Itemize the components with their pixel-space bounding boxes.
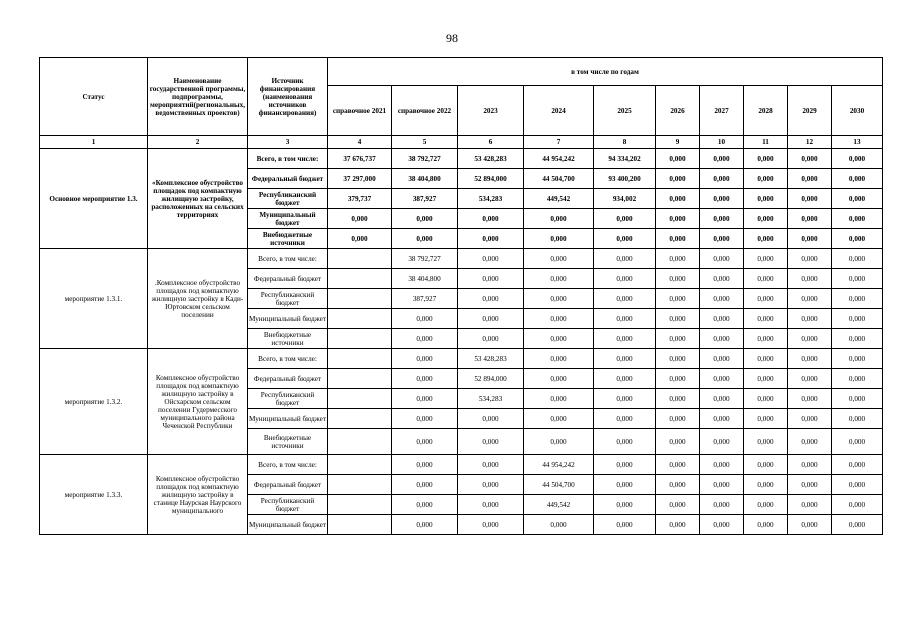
row-value: 0,000: [832, 169, 883, 189]
row-value: 0,000: [700, 149, 744, 169]
row-value: 0,000: [788, 329, 832, 349]
row-value: 0,000: [788, 515, 832, 535]
row-value: 0,000: [832, 289, 883, 309]
row-value: 0,000: [392, 229, 458, 249]
row-value: 0,000: [744, 249, 788, 269]
row-value: 449,542: [524, 495, 594, 515]
row-value: 0,000: [656, 169, 700, 189]
row-value: 44 954,242: [524, 455, 594, 475]
row-value: 0,000: [788, 149, 832, 169]
row-value: 0,000: [744, 329, 788, 349]
header-year: 2024: [524, 86, 594, 136]
row-value: 0,000: [594, 495, 656, 515]
row-value: 38 792,727: [392, 149, 458, 169]
row-value: 0,000: [458, 209, 524, 229]
row-value: 0,000: [524, 269, 594, 289]
row-value: 0,000: [392, 389, 458, 409]
row-value: 0,000: [656, 229, 700, 249]
row-value: 0,000: [788, 389, 832, 409]
row-value: 0,000: [832, 309, 883, 329]
row-value: 0,000: [392, 455, 458, 475]
row-source: Республиканский бюджет: [248, 189, 328, 209]
row-value: 0,000: [656, 189, 700, 209]
row-value: 0,000: [594, 249, 656, 269]
row-value: 0,000: [700, 269, 744, 289]
row-value: 0,000: [744, 349, 788, 369]
table-row: [40, 249, 883, 269]
row-value: 0,000: [700, 455, 744, 475]
row-value: 0,000: [744, 229, 788, 249]
row-value: 0,000: [744, 455, 788, 475]
row-value: 0,000: [788, 309, 832, 329]
row-value: 53 428,283: [458, 149, 524, 169]
row-value: 0,000: [788, 169, 832, 189]
row-value: 44 954,242: [524, 149, 594, 169]
row-value: 0,000: [832, 455, 883, 475]
row-value: 0,000: [524, 249, 594, 269]
row-value: [328, 409, 392, 429]
row-value: [328, 289, 392, 309]
row-value: 0,000: [594, 515, 656, 535]
header-column-number: 5: [392, 136, 458, 149]
row-value: [328, 249, 392, 269]
row-value: 0,000: [744, 495, 788, 515]
row-value: [328, 329, 392, 349]
row-value: 0,000: [524, 289, 594, 309]
row-value: 0,000: [656, 409, 700, 429]
row-value: 0,000: [700, 209, 744, 229]
row-value: 0,000: [594, 229, 656, 249]
row-value: 0,000: [656, 329, 700, 349]
header-column-number: 8: [594, 136, 656, 149]
row-value: 0,000: [700, 189, 744, 209]
row-value: 0,000: [788, 229, 832, 249]
row-value: 0,000: [392, 515, 458, 535]
row-value: 0,000: [832, 249, 883, 269]
row-source: Республиканский бюджет: [248, 289, 328, 309]
row-value: 0,000: [832, 429, 883, 455]
row-value: 0,000: [458, 249, 524, 269]
row-value: 0,000: [788, 209, 832, 229]
row-value: 0,000: [832, 269, 883, 289]
row-value: 0,000: [788, 475, 832, 495]
row-value: 0,000: [700, 289, 744, 309]
row-value: 0,000: [392, 349, 458, 369]
row-value: 0,000: [744, 269, 788, 289]
table-row: [40, 349, 883, 369]
row-value: 0,000: [744, 369, 788, 389]
row-value: 387,927: [392, 289, 458, 309]
table-row: [40, 149, 883, 169]
header-year: 2029: [788, 86, 832, 136]
row-value: 93 400,200: [594, 169, 656, 189]
row-value: [328, 369, 392, 389]
header-year: 2023: [458, 86, 524, 136]
row-source: Федеральный бюджет: [248, 169, 328, 189]
header-column-number: 6: [458, 136, 524, 149]
row-value: 0,000: [832, 389, 883, 409]
header-column-number: 13: [832, 136, 883, 149]
row-value: 387,927: [392, 189, 458, 209]
row-value: 0,000: [656, 369, 700, 389]
row-value: 0,000: [524, 515, 594, 535]
row-value: [328, 455, 392, 475]
row-value: 0,000: [594, 429, 656, 455]
row-value: 0,000: [594, 475, 656, 495]
page-number: 98: [446, 31, 458, 45]
row-value: 0,000: [458, 515, 524, 535]
row-value: 0,000: [524, 329, 594, 349]
row-value: 0,000: [832, 349, 883, 369]
row-value: 0,000: [458, 269, 524, 289]
row-value: 0,000: [594, 289, 656, 309]
row-value: 0,000: [832, 515, 883, 535]
row-value: 0,000: [392, 309, 458, 329]
row-value: 0,000: [594, 309, 656, 329]
header-source: Источник финансирования (наименования источников финансирования): [248, 58, 328, 136]
row-value: 0,000: [656, 149, 700, 169]
row-source: Муниципальный бюджет: [248, 309, 328, 329]
row-value: 0,000: [594, 389, 656, 409]
row-value: 0,000: [656, 475, 700, 495]
header-year: 2030: [832, 86, 883, 136]
header-by-years: в том числе по годам: [328, 58, 883, 86]
row-value: 0,000: [458, 409, 524, 429]
row-value: 934,002: [594, 189, 656, 209]
row-value: 38 404,800: [392, 269, 458, 289]
row-value: 0,000: [832, 329, 883, 349]
header-column-number: 7: [524, 136, 594, 149]
header-column-number: 11: [744, 136, 788, 149]
row-value: 0,000: [744, 209, 788, 229]
row-value: 0,000: [788, 269, 832, 289]
header-column-number: 3: [248, 136, 328, 149]
row-value: 0,000: [458, 475, 524, 495]
row-source: Федеральный бюджет: [248, 369, 328, 389]
row-value: 52 894,000: [458, 369, 524, 389]
row-value: 0,000: [744, 475, 788, 495]
row-value: 0,000: [392, 495, 458, 515]
row-source: Всего, в том числе:: [248, 349, 328, 369]
row-value: 0,000: [832, 229, 883, 249]
row-value: 94 334,202: [594, 149, 656, 169]
row-value: 0,000: [744, 429, 788, 455]
row-source: Республиканский бюджет: [248, 495, 328, 515]
row-value: 38 404,800: [392, 169, 458, 189]
row-value: 0,000: [656, 289, 700, 309]
row-value: [328, 389, 392, 409]
row-source: Всего, в том числе:: [248, 249, 328, 269]
header-column-number: 4: [328, 136, 392, 149]
row-value: 534,283: [458, 189, 524, 209]
row-value: 0,000: [392, 329, 458, 349]
row-value: [328, 269, 392, 289]
header-status: Статус: [40, 58, 148, 136]
row-value: 0,000: [700, 409, 744, 429]
row-value: 0,000: [594, 349, 656, 369]
row-value: 0,000: [328, 209, 392, 229]
row-value: 52 894,000: [458, 169, 524, 189]
row-source: Внебюджетные источники: [248, 329, 328, 349]
row-value: 0,000: [788, 249, 832, 269]
row-value: 0,000: [524, 429, 594, 455]
row-value: 44 504,700: [524, 169, 594, 189]
row-value: [328, 475, 392, 495]
row-value: 0,000: [594, 409, 656, 429]
row-source: Внебюджетные источники: [248, 429, 328, 455]
header-year: справочное 2022: [392, 86, 458, 136]
row-value: 0,000: [524, 209, 594, 229]
row-value: 0,000: [458, 429, 524, 455]
header-year: 2027: [700, 86, 744, 136]
row-value: 0,000: [700, 169, 744, 189]
row-value: 0,000: [656, 389, 700, 409]
row-value: 0,000: [524, 309, 594, 329]
row-value: 0,000: [700, 515, 744, 535]
row-source: Республиканский бюджет: [248, 389, 328, 409]
row-value: 0,000: [832, 189, 883, 209]
row-value: 0,000: [832, 209, 883, 229]
row-name: .Комплексное обустройство площадок под компактную жилищную застройку в Кади-Юртовском сельском поселении: [148, 249, 248, 349]
header-column-number: 1: [40, 136, 148, 149]
header-year: 2025: [594, 86, 656, 136]
row-value: 0,000: [524, 369, 594, 389]
row-value: [328, 495, 392, 515]
row-value: 0,000: [458, 229, 524, 249]
row-value: 0,000: [744, 149, 788, 169]
row-value: 0,000: [656, 455, 700, 475]
row-status: мероприятие 1.3.1.: [40, 249, 148, 349]
financing-table: [39, 57, 883, 535]
row-value: 0,000: [458, 329, 524, 349]
row-source: Внебюджетные источники: [248, 229, 328, 249]
row-source: Муниципальный бюджет: [248, 515, 328, 535]
row-source: Всего, в том числе:: [248, 149, 328, 169]
row-value: 38 792,727: [392, 249, 458, 269]
row-value: 0,000: [392, 209, 458, 229]
row-value: 0,000: [700, 349, 744, 369]
row-source: Муниципальный бюджет: [248, 409, 328, 429]
row-value: 0,000: [524, 389, 594, 409]
row-value: 0,000: [392, 429, 458, 455]
row-value: 0,000: [656, 515, 700, 535]
row-value: [328, 349, 392, 369]
row-value: 0,000: [744, 389, 788, 409]
row-name: Комплексное обустройство площадок под компактную жилищную застройку в Ойсхарском сельском поселении Гудермесского муниципального района Чеченской Республики: [148, 349, 248, 455]
header-year: 2028: [744, 86, 788, 136]
row-name: «Комплексное обустройство площадок под компактную жилищную застройку, расположенных на сельских территориях: [148, 149, 248, 249]
row-value: 0,000: [700, 429, 744, 455]
row-value: 379,737: [328, 189, 392, 209]
row-value: 37 676,737: [328, 149, 392, 169]
row-value: 0,000: [700, 389, 744, 409]
row-status: мероприятие 1.3.2.: [40, 349, 148, 455]
row-value: 0,000: [832, 369, 883, 389]
row-value: 0,000: [656, 495, 700, 515]
row-value: 0,000: [656, 429, 700, 455]
row-value: 0,000: [700, 475, 744, 495]
row-value: [328, 515, 392, 535]
row-value: 0,000: [788, 495, 832, 515]
row-value: 0,000: [832, 409, 883, 429]
row-value: 0,000: [744, 515, 788, 535]
row-value: 0,000: [788, 369, 832, 389]
header-column-number: 12: [788, 136, 832, 149]
header-year: справочное 2021: [328, 86, 392, 136]
row-value: 0,000: [656, 269, 700, 289]
row-value: 0,000: [328, 229, 392, 249]
table-row: [40, 455, 883, 475]
row-value: 0,000: [744, 409, 788, 429]
row-value: 0,000: [392, 409, 458, 429]
row-value: 0,000: [788, 429, 832, 455]
header-name: Наименование государственной программы, подпрограммы, мероприятий(региональных, ведомственных проектов): [148, 58, 248, 136]
row-source: Федеральный бюджет: [248, 269, 328, 289]
header-year: 2026: [656, 86, 700, 136]
row-value: 0,000: [700, 249, 744, 269]
row-value: 0,000: [788, 349, 832, 369]
row-value: 449,542: [524, 189, 594, 209]
row-value: 0,000: [594, 269, 656, 289]
row-value: 0,000: [594, 209, 656, 229]
row-status: Основное мероприятие 1.3.: [40, 149, 148, 249]
row-value: 0,000: [458, 455, 524, 475]
row-value: 0,000: [700, 369, 744, 389]
row-value: 53 428,283: [458, 349, 524, 369]
row-status: мероприятие 1.3.3.: [40, 455, 148, 535]
row-value: [328, 309, 392, 329]
row-value: 0,000: [656, 209, 700, 229]
row-value: 0,000: [744, 189, 788, 209]
row-value: 0,000: [788, 189, 832, 209]
row-value: 0,000: [392, 369, 458, 389]
row-value: 0,000: [700, 329, 744, 349]
row-value: 0,000: [832, 495, 883, 515]
row-value: 37 297,000: [328, 169, 392, 189]
row-value: 0,000: [656, 309, 700, 329]
row-value: 0,000: [524, 229, 594, 249]
row-value: [328, 429, 392, 455]
row-name: Комплексное обустройство площадок под компактную жилищную застройку в станице Наурская Наурского муниципального: [148, 455, 248, 535]
row-value: 0,000: [700, 229, 744, 249]
row-value: 534,283: [458, 389, 524, 409]
row-value: 0,000: [458, 309, 524, 329]
row-value: 0,000: [700, 495, 744, 515]
row-value: 0,000: [594, 455, 656, 475]
row-value: 0,000: [656, 349, 700, 369]
row-value: 0,000: [458, 495, 524, 515]
row-source: Всего, в том числе:: [248, 455, 328, 475]
header-column-number: 2: [148, 136, 248, 149]
row-value: 0,000: [744, 169, 788, 189]
row-value: 0,000: [832, 475, 883, 495]
row-source: Федеральный бюджет: [248, 475, 328, 495]
row-value: 0,000: [788, 409, 832, 429]
row-value: 0,000: [700, 309, 744, 329]
row-source: Муниципальный бюджет: [248, 209, 328, 229]
row-value: 0,000: [788, 289, 832, 309]
row-value: 0,000: [524, 349, 594, 369]
row-value: 44 504,700: [524, 475, 594, 495]
row-value: 0,000: [524, 409, 594, 429]
row-value: 0,000: [594, 329, 656, 349]
row-value: 0,000: [744, 289, 788, 309]
row-value: 0,000: [788, 455, 832, 475]
row-value: 0,000: [832, 149, 883, 169]
row-value: 0,000: [458, 289, 524, 309]
row-value: 0,000: [744, 309, 788, 329]
row-value: 0,000: [392, 475, 458, 495]
row-value: 0,000: [594, 369, 656, 389]
header-column-number: 10: [700, 136, 744, 149]
header-column-number: 9: [656, 136, 700, 149]
row-value: 0,000: [656, 249, 700, 269]
